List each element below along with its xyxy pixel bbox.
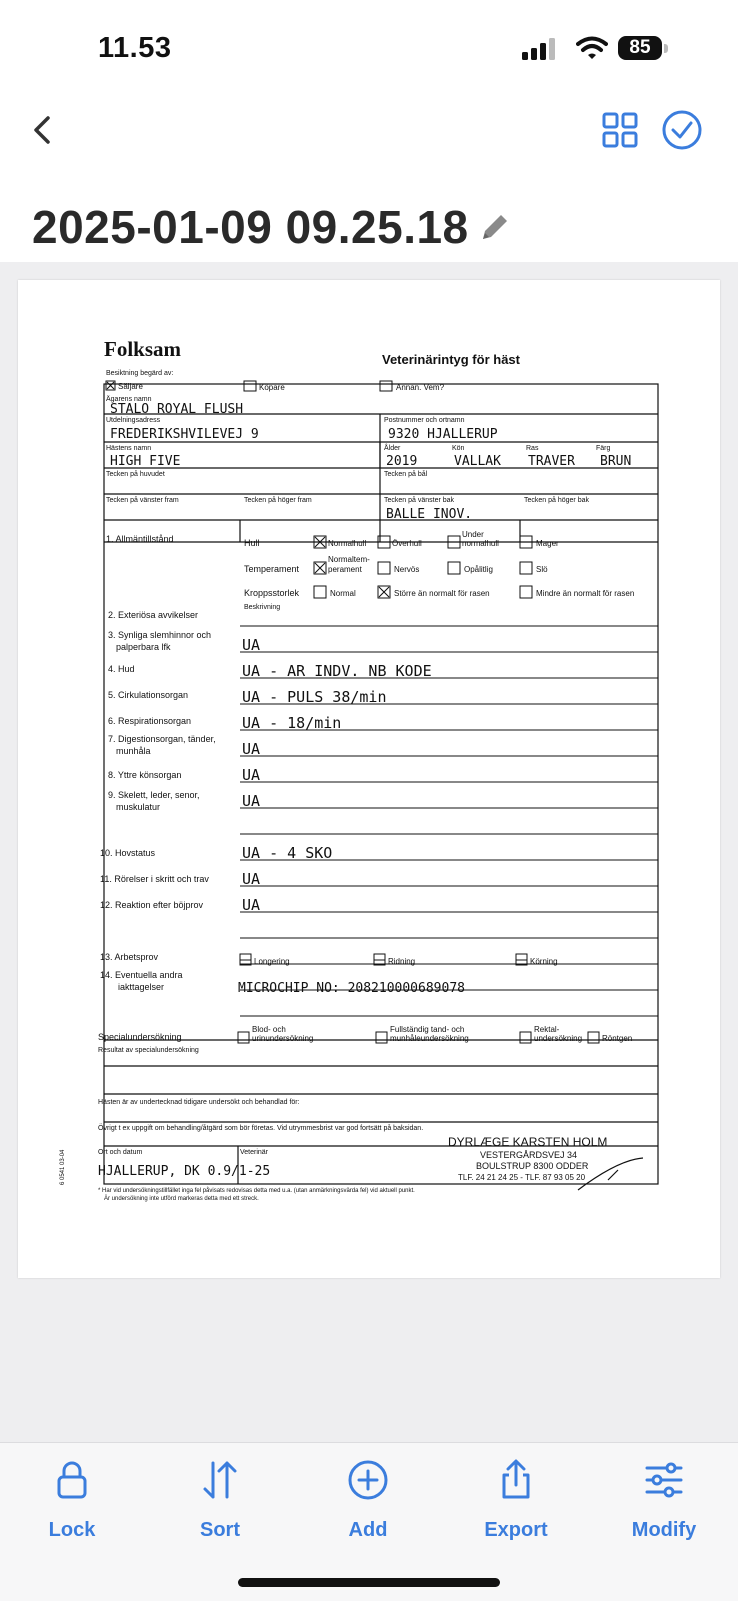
normaltemperament-1: Normaltem-	[328, 555, 370, 564]
agarens-namn-label: Ägarens namn	[106, 396, 152, 403]
pencil-icon[interactable]	[477, 209, 513, 245]
utdelningsadress-value: FREDERIKSHVILEVEJ 9	[110, 427, 259, 442]
status-time: 11.53	[98, 32, 172, 64]
modify-button[interactable]	[604, 1457, 724, 1557]
item-6-value: UA - 18/min	[242, 714, 342, 732]
document-title-row[interactable]	[32, 200, 513, 254]
item-3-value: UA	[242, 636, 261, 654]
status-bar	[0, 0, 738, 92]
postnummer-label: Postnummer och ortnamn	[384, 417, 465, 424]
home-indicator[interactable]	[238, 1578, 500, 1587]
footnote-2: Är undersökning inte utförd markeras detta med ett streck.	[104, 1196, 259, 1202]
item-10-label: 10. Hovstatus	[100, 848, 156, 858]
item-10-value: UA - 4 SKO	[242, 844, 333, 862]
cellular-signal-icon	[522, 38, 562, 60]
item-5-label: 5. Cirkulationsorgan	[108, 690, 189, 700]
sort-button[interactable]	[160, 1457, 280, 1557]
beskrivning-label: Beskrivning	[244, 604, 281, 611]
microchip-value: MICROCHIP NO: 208210000689078	[238, 981, 465, 996]
blod-label-1: Blod- och	[252, 1025, 286, 1034]
fullstandig-label-1: Fullständig tand- och	[390, 1025, 465, 1034]
item-7-value: UA	[242, 740, 261, 758]
ovrigt-label: Övrigt t ex uppgift om behandling/åtgärd som bör företas. Vid utrymmesbrist var god fortsätt på baksidan.	[98, 1125, 424, 1132]
veterinar-label: Veterinär	[240, 1149, 269, 1156]
share-icon	[493, 1457, 539, 1503]
export-button[interactable]	[456, 1457, 576, 1557]
form-heading: Veterinärintyg för häst	[382, 352, 520, 367]
item-3-label: 3. Synliga slemhinnor och	[108, 630, 212, 640]
opalitlig-label: Opålitlig	[464, 565, 493, 574]
eventuella-label-2: iakttagelser	[118, 982, 165, 992]
stamp-line-1: DYRLÆGE KARSTEN HOLM	[448, 1135, 608, 1149]
tecken-huvud-label: Tecken på huvudet	[106, 471, 165, 478]
item-12-label: 12. Reaktion efter böjprov	[100, 900, 204, 910]
item-4-label: 4. Hud	[108, 664, 135, 674]
wifi-icon	[576, 36, 608, 60]
ras-label: Ras	[526, 445, 539, 452]
item-7-label: 7. Digestionsorgan, tänder,	[108, 734, 216, 744]
modify-label: Modify	[631, 1519, 697, 1541]
alder-value: 2019	[386, 454, 418, 469]
normal-label: Normal	[330, 589, 356, 598]
nervos-label: Nervös	[394, 565, 420, 574]
hull-label: Hull	[244, 538, 260, 548]
item-7-label2: munhåla	[116, 746, 151, 756]
item-4-value: UA - AR INDV. NB KODE	[242, 662, 432, 680]
sort-arrows-icon	[197, 1457, 243, 1503]
blod-label-2: urinundersökning	[252, 1034, 314, 1043]
checkmark-circle-icon[interactable]	[660, 108, 704, 152]
ort-value: HJALLERUP, DK 0.9/1-25	[98, 1164, 271, 1179]
grid-icon[interactable]	[600, 110, 640, 150]
allmantillstand-label: 1. Allmäntillstånd	[106, 534, 174, 544]
special-label: Specialundersökning	[98, 1032, 182, 1042]
veterinary-certificate-scan	[18, 280, 720, 1278]
item-12-value: UA	[242, 896, 261, 914]
ras-value: TRAVER	[528, 454, 575, 469]
slo-label: Slö	[536, 565, 548, 574]
hasten-tidigare-label: Hästen är av undertecknad tidigare undersökt och behandlad för:	[98, 1099, 300, 1106]
under-normalhull-1: Under	[462, 530, 484, 539]
item-8-value: UA	[242, 766, 261, 784]
lock-label: Lock	[48, 1519, 96, 1541]
sort-label: Sort	[200, 1519, 240, 1541]
agarens-namn-value: STALO ROYAL FLUSH	[110, 402, 244, 417]
under-normalhull-2: normalhull	[462, 539, 499, 548]
postnummer-value: 9320 HJALLERUP	[388, 427, 498, 442]
item-8-label: 8. Yttre könsorgan	[108, 770, 182, 780]
item-6-label: 6. Respirationsorgan	[108, 716, 192, 726]
item-9-label2: muskulatur	[116, 802, 161, 812]
kon-label: Kön	[452, 445, 465, 452]
farg-label: Färg	[596, 445, 611, 452]
kroppsstorlek-label: Kroppsstorlek	[244, 588, 300, 598]
add-label: Add	[348, 1519, 388, 1541]
tecken-vanster-fram-label: Tecken på vänster fram	[106, 497, 179, 504]
export-label: Export	[484, 1519, 548, 1541]
battery-icon	[618, 36, 670, 62]
overhull-label: Överhull	[392, 539, 422, 548]
mager-label: Mager	[536, 539, 559, 548]
item-11-value: UA	[242, 870, 261, 888]
ort-label: Ort och datum	[98, 1149, 143, 1156]
stamp-line-3: BOULSTRUP 8300 ODDER	[476, 1161, 589, 1171]
lock-button[interactable]	[12, 1457, 132, 1557]
scanned-page[interactable]	[18, 280, 720, 1278]
item-11-label: 11. Rörelser i skritt och trav	[100, 874, 209, 884]
stamp-line-4: TLF. 24 21 24 25 - TLF. 87 93 05 20	[458, 1173, 586, 1182]
sliders-icon	[641, 1457, 687, 1503]
item-5-value: UA - PULS 38/min	[242, 688, 387, 706]
form-code: 6 0541 03-04	[60, 1149, 66, 1185]
kopare-label: Köpare	[259, 383, 285, 392]
stamp-line-2: VESTERGÅRDSVEJ 34	[480, 1150, 578, 1160]
rektal-label-1: Rektal-	[534, 1025, 560, 1034]
item-9-label: 9. Skelett, leder, senor,	[108, 790, 200, 800]
add-button[interactable]	[308, 1457, 428, 1557]
tecken-bal-label: Tecken på bål	[384, 471, 428, 478]
eventuella-label-1: 14. Eventuella andra	[100, 970, 183, 980]
longering-label: Longering	[254, 957, 290, 966]
tecken-hoger-fram-label: Tecken på höger fram	[244, 497, 312, 504]
item-9-value: UA	[242, 792, 261, 810]
chevron-left-icon[interactable]	[24, 110, 64, 150]
item-3-label2: palperbara lfk	[116, 642, 171, 652]
lock-icon	[49, 1457, 95, 1503]
navigation-bar	[0, 100, 738, 164]
besiktning-label: Besiktning begärd av:	[106, 370, 174, 377]
rektal-label-2: undersökning	[534, 1034, 583, 1043]
document-title[interactable]: 2025-01-09 09.25.18	[32, 201, 469, 253]
korning-label: Körning	[530, 957, 558, 966]
kon-value: VALLAK	[454, 454, 501, 469]
hastens-namn-value: HIGH FIVE	[110, 454, 181, 469]
document-canvas	[0, 262, 738, 1442]
alder-label: Ålder	[384, 445, 401, 452]
normaltemperament-2: perament	[328, 565, 362, 574]
temperament-label: Temperament	[244, 564, 300, 574]
ridning-label: Ridning	[388, 957, 416, 966]
utdelningsadress-label: Utdelningsadress	[106, 417, 161, 424]
fullstandig-label-2: munhåleundersökning	[390, 1034, 469, 1043]
tecken-vanster-bak-label: Tecken på vänster bak	[384, 497, 455, 504]
arbetsprov-label: 13. Arbetsprov	[100, 952, 159, 962]
tecken-vanster-bak-value: BALLE INOV.	[386, 507, 473, 522]
form-brand: Folksam	[104, 337, 182, 361]
plus-circle-icon	[345, 1457, 391, 1503]
battery-level: 85	[618, 36, 662, 60]
farg-value: BRUN	[600, 454, 632, 469]
mindre-label: Mindre än normalt för rasen	[536, 589, 635, 598]
tecken-hoger-bak-label: Tecken på höger bak	[524, 497, 589, 504]
footnote-1: * Har vid undersökningstillfället inga fel påvisats redovisas detta med u.a. (utan anmärkningsvärda fel) vid aktuell punkt.	[98, 1188, 415, 1194]
storre-label: Större än normalt för rasen	[394, 589, 490, 598]
resultat-label: Resultat av specialundersökning	[98, 1047, 199, 1054]
rontgen-label: Röntgen	[602, 1034, 633, 1043]
hastens-namn-label: Hästens namn	[106, 445, 152, 452]
normalhull-label: Normalhull	[328, 539, 367, 548]
annan-label: Annan. Vem?	[396, 383, 445, 392]
item-2-label: 2. Exteriösa avvikelser	[108, 610, 199, 620]
saljare-label: Säljare	[118, 382, 143, 391]
